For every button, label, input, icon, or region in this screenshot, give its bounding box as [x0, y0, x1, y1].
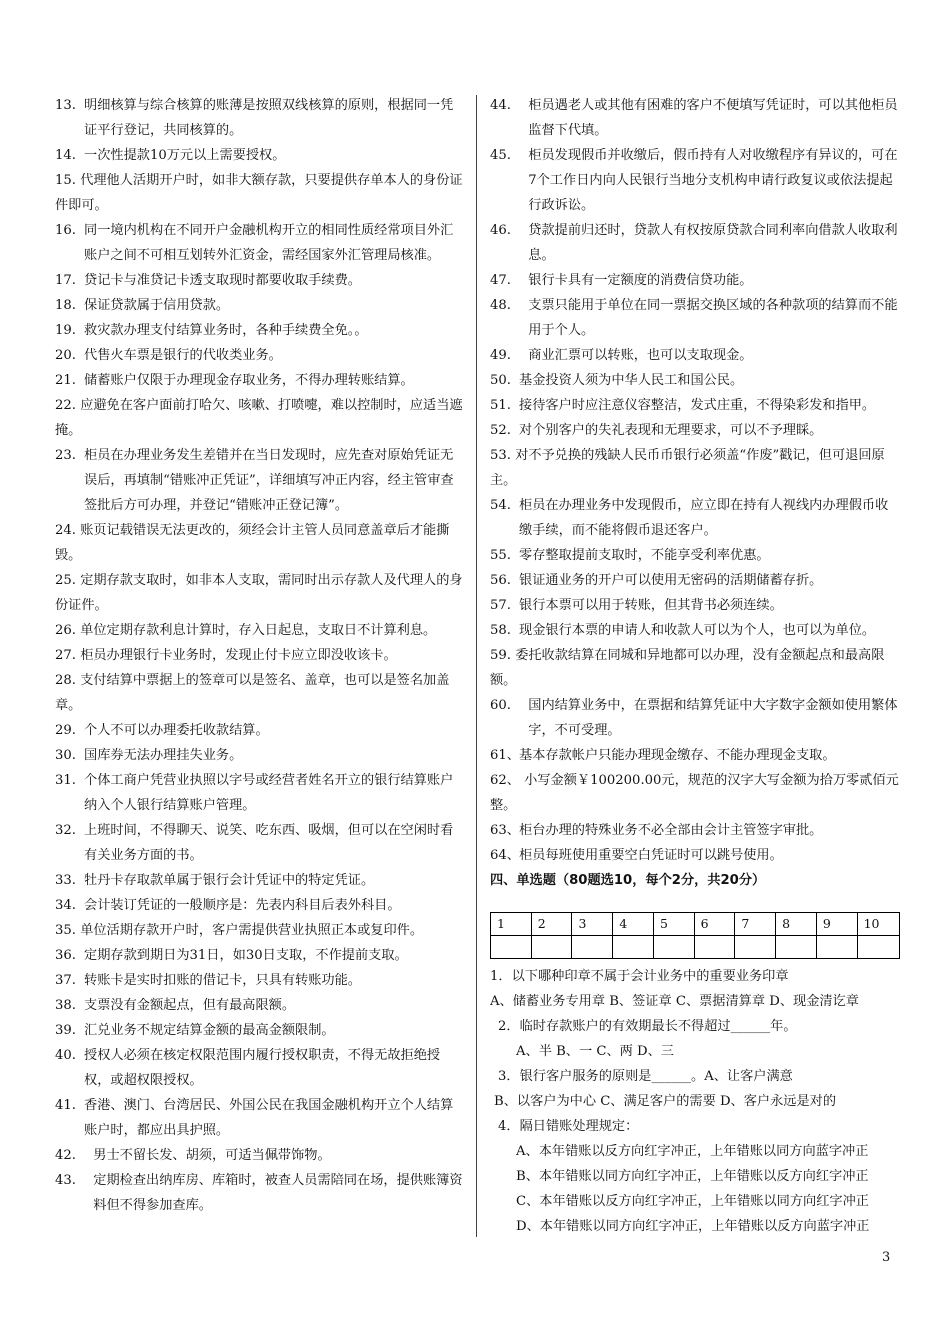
- right-item: [490, 268, 900, 293]
- left-item: [55, 993, 463, 1018]
- question-4-option-b: B、本年错账以同方向红字冲正，上年错账以反方向红字冲正: [516, 1169, 869, 1184]
- item-text: 支票只能用于单位在同一票据交换区域的各种款项的结算而不能用于个人。: [528, 298, 898, 338]
- item-number: 42.: [55, 1148, 76, 1163]
- item-number: 34.: [55, 898, 76, 913]
- question-4: 4．隔日错账处理规定：: [498, 1119, 639, 1134]
- item-number: 18.: [55, 298, 76, 313]
- item-text: 柜员办理银行卡业务时，发现止付卡应立即没收该卡。: [80, 648, 397, 663]
- question-4-option-d: D、本年错账以同方向红字冲正，上年错账以反方向蓝字冲正: [516, 1219, 870, 1234]
- left-item: [55, 818, 463, 868]
- item-number: 13.: [55, 98, 76, 113]
- item-number: 63、: [490, 823, 520, 838]
- right-item: [490, 293, 900, 343]
- right-item: [490, 218, 900, 268]
- item-text: 对个别客户的失礼表现和无理要求，可以不予理睬。: [519, 423, 823, 438]
- answer-header-cell: 10: [857, 913, 899, 936]
- item-text: 上班时间，不得聊天、说笑、吃东西、吸烟，但可以在空闲时看有关业务方面的书。: [84, 823, 454, 863]
- item-number: 45.: [490, 148, 511, 163]
- item-number: 48.: [490, 298, 511, 313]
- answer-header-cell: 9: [816, 913, 857, 936]
- item-number: 47.: [490, 273, 511, 288]
- question-4-option-a: A、本年错账以反方向红字冲正，上年错账以同方向蓝字冲正: [516, 1144, 869, 1159]
- item-number: 30.: [55, 748, 76, 763]
- item-text: 商业汇票可以转账，也可以支取现金。: [528, 348, 753, 363]
- answer-cell[interactable]: [653, 936, 694, 959]
- left-item: [55, 618, 463, 643]
- item-text: 柜台办理的特殊业务不必全部由会计主管签字审批。: [519, 823, 823, 838]
- item-number: 58.: [490, 623, 511, 638]
- item-text: 单位活期存款开户时，客户需提供营业执照正本或复印件。: [80, 923, 424, 938]
- right-item: [490, 568, 900, 593]
- answer-cell[interactable]: [776, 936, 817, 959]
- item-text: 柜员在办理业务中发现假币，应立即在持有人视线内办理假币收缴手续，而不能将假币退还客户。: [519, 498, 889, 538]
- answer-header-cell: 5: [653, 913, 694, 936]
- item-text: 现金银行本票的申请人和收款人可以为个人，也可以为单位。: [519, 623, 876, 638]
- item-number: 50.: [490, 373, 511, 388]
- answer-input-row: [491, 936, 900, 959]
- left-item: [55, 943, 463, 968]
- answer-table: [490, 912, 900, 959]
- right-item: [490, 593, 900, 618]
- item-text: 明细核算与综合核算的账薄是按照双线核算的原则，根据同一凭证平行登记，共同核算的。: [84, 98, 454, 138]
- item-number: 40.: [55, 1048, 76, 1063]
- right-item: [490, 818, 900, 843]
- item-text: 银证通业务的开户可以使用无密码的活期储蓄存折。: [519, 573, 823, 588]
- item-number: 44.: [490, 98, 511, 113]
- item-number: 43.: [55, 1173, 76, 1188]
- left-column: [55, 93, 463, 1218]
- right-item: [490, 768, 900, 818]
- right-item: [490, 368, 900, 393]
- item-number: 21.: [55, 373, 76, 388]
- right-item: [490, 393, 900, 418]
- item-number: 62、: [490, 773, 520, 788]
- item-text: 柜员发现假币并收缴后，假币持有人对收缴程序有异议的，可在7个工作日内向人民银行当地分支机构申请行政复议或依法提起行政诉讼。: [528, 148, 898, 213]
- answer-cell[interactable]: [694, 936, 735, 959]
- left-item: [55, 368, 463, 393]
- item-text: 代理他人活期开户时，如非大额存款，只要提供存单本人的身份证件即可。: [55, 173, 463, 213]
- left-item: [55, 743, 463, 768]
- question-4-option-c: C、本年错账以反方向红字冲正，上年错账以同方向红字冲正: [516, 1194, 869, 1209]
- question-1: 1．以下哪种印章不属于会计业务中的重要业务印章: [490, 969, 789, 984]
- item-text: 国内结算业务中，在票据和结算凭证中大字数字金额如使用繁体字，不可受理。: [528, 698, 898, 738]
- left-item: [55, 918, 463, 943]
- item-number: 24.: [55, 523, 76, 538]
- item-text: 贷记卡与准贷记卡透支取现时都要收取手续费。: [84, 273, 361, 288]
- item-text: 救灾款办理支付结算业务时，各种手续费全免。。: [84, 323, 368, 338]
- item-text: 个体工商户凭营业执照以字号或经营者姓名开立的银行结算账户纳入个人银行结算账户管理。: [84, 773, 454, 813]
- item-number: 27.: [55, 648, 76, 663]
- left-item: [55, 93, 463, 143]
- left-item: [55, 1018, 463, 1043]
- left-item: [55, 393, 463, 443]
- left-item: [55, 768, 463, 818]
- left-item: [55, 893, 463, 918]
- item-text: 同一境内机构在不同开户金融机构开立的相同性质经常项目外汇账户之间不可相互划转外汇资金，需经国家外汇管理局核准。: [84, 223, 454, 263]
- item-text: 男士不留长发、胡须，可适当佩带饰物。: [93, 1148, 331, 1163]
- section-heading: 四、单选题（80题选10，每个2分，共20分）: [490, 873, 766, 888]
- question-3: 3．银行客户服务的原则是______。A、让客户满意: [498, 1069, 793, 1084]
- question-2-options: A、半 B、一 C、两 D、三: [516, 1044, 674, 1059]
- right-item: [490, 418, 900, 443]
- item-number: 56.: [490, 573, 511, 588]
- item-number: 64、: [490, 848, 520, 863]
- left-item: [55, 318, 463, 343]
- item-number: 22.: [55, 398, 76, 413]
- question-1-options: A、储蓄业务专用章 B、签证章 C、票据清算章 D、现金清讫章: [490, 994, 859, 1009]
- right-item: [490, 93, 900, 143]
- left-item: [55, 168, 463, 218]
- item-text: 转账卡是实时扣账的借记卡，只具有转账功能。: [84, 973, 361, 988]
- item-number: 36.: [55, 948, 76, 963]
- right-item: [490, 643, 900, 693]
- item-number: 25.: [55, 573, 76, 588]
- left-item: [55, 143, 463, 168]
- column-divider: [476, 95, 477, 1237]
- item-text: 基金投资人须为中华人民工和国公民。: [519, 373, 744, 388]
- item-number: 61、: [490, 748, 520, 763]
- answer-cell[interactable]: [613, 936, 654, 959]
- item-text: 会计装订凭证的一般顺序是：先表内科目后表外科目。: [84, 898, 401, 913]
- answer-cell[interactable]: [491, 936, 532, 959]
- left-item: [55, 968, 463, 993]
- item-text: 定期存款支取时，如非本人支取，需同时出示存款人及代理人的身份证件。: [55, 573, 463, 613]
- left-item: [55, 1143, 463, 1168]
- item-number: 53.: [490, 448, 511, 463]
- item-number: 37.: [55, 973, 76, 988]
- right-item: [490, 543, 900, 568]
- item-number: 26.: [55, 623, 76, 638]
- item-text: 贷款提前归还时，贷款人有权按原贷款合同利率向借款人收取利息。: [528, 223, 898, 263]
- item-text: 代售火车票是银行的代收类业务。: [84, 348, 282, 363]
- item-number: 19.: [55, 323, 76, 338]
- item-number: 49.: [490, 348, 511, 363]
- item-text: 保证贷款属于信用贷款。: [84, 298, 230, 313]
- answer-header-cell: 2: [531, 913, 572, 936]
- item-text: 零存整取提前支取时，不能享受利率优惠。: [519, 548, 770, 563]
- left-item: [55, 218, 463, 268]
- right-item: [490, 343, 900, 368]
- page-number: 3: [882, 1250, 891, 1265]
- item-text: 一次性提款10万元以上需要授权。: [84, 148, 286, 163]
- item-text: 汇兑业务不规定结算金额的最高金额限制。: [84, 1023, 335, 1038]
- item-number: 15.: [55, 173, 76, 188]
- item-number: 23.: [55, 448, 76, 463]
- item-text: 授权人必须在核定权限范围内履行授权职责，不得无故拒绝授权，或超权限授权。: [84, 1048, 441, 1088]
- question-3-options: B、以客户为中心 C、满足客户的需要 D、客户永远是对的: [494, 1094, 837, 1109]
- right-column: [490, 93, 900, 1239]
- answer-header-cell: 3: [572, 913, 613, 936]
- right-item: [490, 693, 900, 743]
- item-number: 51.: [490, 398, 511, 413]
- item-number: 55.: [490, 548, 511, 563]
- item-number: 60.: [490, 698, 511, 713]
- item-text: 香港、澳门、台湾居民、外国公民在我国金融机构开立个人结算账户时，都应出具护照。: [84, 1098, 454, 1138]
- answer-header-cell: 6: [694, 913, 735, 936]
- left-item: [55, 718, 463, 743]
- left-item: [55, 568, 463, 618]
- item-number: 35.: [55, 923, 76, 938]
- item-text: 银行卡具有一定额度的消费信贷功能。: [528, 273, 753, 288]
- item-number: 52.: [490, 423, 511, 438]
- left-item: [55, 868, 463, 893]
- left-item: [55, 293, 463, 318]
- question-2: 2．临时存款账户的有效期最长不得超过______年。: [498, 1019, 797, 1034]
- item-text: 接待客户时应注意仪容整洁，发式庄重，不得染彩发和指甲。: [519, 398, 876, 413]
- right-item: [490, 143, 900, 218]
- answer-cell[interactable]: [857, 936, 899, 959]
- right-items: [490, 93, 900, 868]
- right-item: [490, 443, 900, 493]
- item-number: 29.: [55, 723, 76, 738]
- left-item: [55, 443, 463, 518]
- item-number: 57.: [490, 598, 511, 613]
- left-item: [55, 1043, 463, 1093]
- item-number: 17.: [55, 273, 76, 288]
- left-item: [55, 268, 463, 293]
- item-text: 储蓄账户仅限于办理现金存取业务，不得办理转账结算。: [84, 373, 414, 388]
- right-item: [490, 843, 900, 868]
- item-number: 46.: [490, 223, 511, 238]
- left-item: [55, 643, 463, 668]
- left-item: [55, 343, 463, 368]
- item-text: 支票没有金额起点，但有最高限额。: [84, 998, 296, 1013]
- item-text: 国库券无法办理挂失业务。: [84, 748, 243, 763]
- right-item: [490, 618, 900, 643]
- item-number: 39.: [55, 1023, 76, 1038]
- answer-cell[interactable]: [572, 936, 613, 959]
- item-text: 定期检查出纳库房、库箱时，被查人员需陪同在场，提供账簿资料但不得参加查库。: [93, 1173, 463, 1213]
- item-text: 小写金额￥100200.00元，规范的汉字大写金额为拾万零贰佰元整。: [490, 773, 899, 813]
- answer-header-cell: 7: [735, 913, 776, 936]
- item-text: 柜员每班使用重要空白凭证时可以跳号使用。: [519, 848, 783, 863]
- item-text: 对不予兑换的残缺人民币币银行必须盖“作废”戳记，但可退回原主。: [490, 448, 885, 488]
- left-item: [55, 1168, 463, 1218]
- answer-cell[interactable]: [735, 936, 776, 959]
- item-number: 59.: [490, 648, 511, 663]
- answer-cell[interactable]: [531, 936, 572, 959]
- item-text: 支付结算中票据上的签章可以是签名、盖章，也可以是签名加盖章。: [55, 673, 450, 713]
- answer-header-cell: 1: [491, 913, 532, 936]
- item-text: 柜员在办理业务发生差错并在当日发现时，应先查对原始凭证无误后，再填制“错账冲正凭证”，详细填写冲正内容，经主管审查签批后方可办理，并登记“错账冲正登记簿”。: [84, 448, 454, 513]
- item-text: 单位定期存款利息计算时，存入日起息，支取日不计算利息。: [80, 623, 437, 638]
- item-number: 16.: [55, 223, 76, 238]
- item-text: 牡丹卡存取款单属于银行会计凭证中的特定凭证。: [84, 873, 375, 888]
- answer-header-row: [491, 913, 900, 936]
- item-number: 54.: [490, 498, 511, 513]
- left-item: [55, 518, 463, 568]
- item-text: 账页记载错误无法更改的，须经会计主管人员同意盖章后才能撕毁。: [55, 523, 450, 563]
- item-text: 个人不可以办理委托收款结算。: [84, 723, 269, 738]
- item-text: 定期存款到期日为31日，如30日支取，不作提前支取。: [84, 948, 408, 963]
- left-item: [55, 668, 463, 718]
- answer-cell[interactable]: [816, 936, 857, 959]
- item-number: 14.: [55, 148, 76, 163]
- item-number: 33.: [55, 873, 76, 888]
- item-number: 28.: [55, 673, 76, 688]
- item-text: 银行本票可以用于转账，但其背书必须连续。: [519, 598, 783, 613]
- item-text: 基本存款帐户只能办理现金缴存、不能办理现金支取。: [519, 748, 836, 763]
- item-number: 32.: [55, 823, 76, 838]
- right-item: [490, 493, 900, 543]
- item-text: 应避免在客户面前打哈欠、咳嗽、打喷嚏，难以控制时，应适当遮掩。: [55, 398, 463, 438]
- item-number: 38.: [55, 998, 76, 1013]
- item-number: 20.: [55, 348, 76, 363]
- item-text: 委托收款结算在同城和异地都可以办理，没有金额起点和最高限额。: [490, 648, 885, 688]
- item-number: 41.: [55, 1098, 76, 1113]
- item-number: 31.: [55, 773, 76, 788]
- answer-header-cell: 4: [613, 913, 654, 936]
- right-item: [490, 743, 900, 768]
- left-item: [55, 1093, 463, 1143]
- answer-header-cell: 8: [776, 913, 817, 936]
- item-text: 柜员遇老人或其他有困难的客户不便填写凭证时，可以其他柜员监督下代填。: [528, 98, 898, 138]
